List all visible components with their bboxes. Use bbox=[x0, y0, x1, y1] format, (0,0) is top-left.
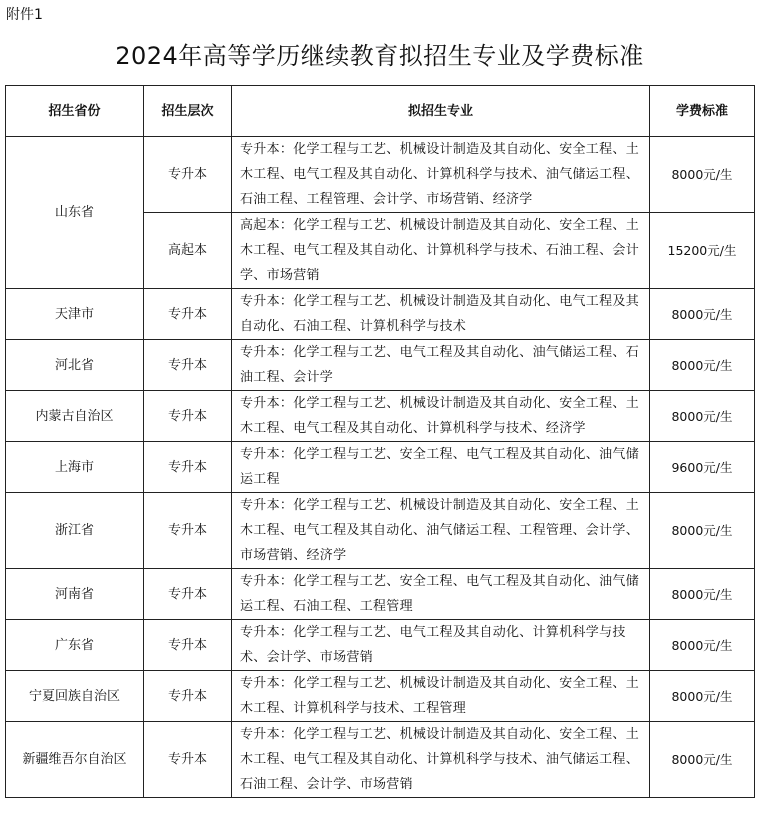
attachment-label: 附件1 bbox=[6, 7, 43, 23]
majors-cell: 专升本：化学工程与工艺、电气工程及其自动化、油气储运工程、石油工程、会计学 bbox=[232, 340, 650, 391]
province-cell: 天津市 bbox=[6, 289, 144, 340]
majors-cell: 专升本：化学工程与工艺、机械设计制造及其自动化、安全工程、土木工程、电气工程及其自动化、油气储运工程、工程管理、会计学、市场营销、经济学 bbox=[232, 493, 650, 569]
province-cell: 新疆维吾尔自治区 bbox=[6, 722, 144, 798]
table-row bbox=[6, 569, 755, 620]
table-row bbox=[6, 289, 755, 340]
table-row bbox=[6, 340, 755, 391]
level-cell: 专升本 bbox=[144, 391, 232, 442]
fee-table bbox=[5, 85, 755, 798]
province-cell: 河北省 bbox=[6, 340, 144, 391]
fee-cell: 15200元/生 bbox=[650, 213, 755, 289]
level-cell: 高起本 bbox=[144, 213, 232, 289]
fee-cell: 8000元/生 bbox=[650, 289, 755, 340]
province-cell: 上海市 bbox=[6, 442, 144, 493]
majors-cell: 专升本：化学工程与工艺、电气工程及其自动化、计算机科学与技术、会计学、市场营销 bbox=[232, 620, 650, 671]
level-cell: 专升本 bbox=[144, 722, 232, 798]
majors-cell: 专升本：化学工程与工艺、机械设计制造及其自动化、安全工程、土木工程、电气工程及其自动化、计算机科学与技术、油气储运工程、石油工程、工程管理、会计学、市场营销、经济学 bbox=[232, 137, 650, 213]
fee-cell: 8000元/生 bbox=[650, 722, 755, 798]
majors-cell: 专升本：化学工程与工艺、机械设计制造及其自动化、安全工程、土木工程、计算机科学与技术、工程管理 bbox=[232, 671, 650, 722]
fee-cell: 8000元/生 bbox=[650, 391, 755, 442]
header-row bbox=[6, 86, 755, 137]
province-cell: 山东省 bbox=[6, 137, 144, 289]
page-title: 2024年高等学历继续教育拟招生专业及学费标准 bbox=[115, 42, 644, 70]
majors-cell: 专升本：化学工程与工艺、安全工程、电气工程及其自动化、油气储运工程、石油工程、工程管理 bbox=[232, 569, 650, 620]
level-cell: 专升本 bbox=[144, 340, 232, 391]
table-row bbox=[6, 671, 755, 722]
table-row bbox=[6, 391, 755, 442]
table-row bbox=[6, 442, 755, 493]
header-majors: 拟招生专业 bbox=[232, 86, 650, 137]
province-cell: 宁夏回族自治区 bbox=[6, 671, 144, 722]
header-province: 招生省份 bbox=[6, 86, 144, 137]
majors-cell: 高起本：化学工程与工艺、机械设计制造及其自动化、安全工程、土木工程、电气工程及其自动化、计算机科学与技术、石油工程、会计学、市场营销 bbox=[232, 213, 650, 289]
province-cell: 内蒙古自治区 bbox=[6, 391, 144, 442]
level-cell: 专升本 bbox=[144, 569, 232, 620]
fee-cell: 8000元/生 bbox=[650, 671, 755, 722]
level-cell: 专升本 bbox=[144, 493, 232, 569]
header-fee: 学费标准 bbox=[650, 86, 755, 137]
province-cell: 河南省 bbox=[6, 569, 144, 620]
table-row bbox=[6, 137, 755, 213]
majors-cell: 专升本：化学工程与工艺、机械设计制造及其自动化、安全工程、土木工程、电气工程及其自动化、计算机科学与技术、油气储运工程、石油工程、会计学、市场营销 bbox=[232, 722, 650, 798]
fee-cell: 8000元/生 bbox=[650, 493, 755, 569]
table-row bbox=[6, 722, 755, 798]
fee-cell: 9600元/生 bbox=[650, 442, 755, 493]
fee-cell: 8000元/生 bbox=[650, 340, 755, 391]
level-cell: 专升本 bbox=[144, 620, 232, 671]
fee-cell: 8000元/生 bbox=[650, 137, 755, 213]
header-level: 招生层次 bbox=[144, 86, 232, 137]
fee-cell: 8000元/生 bbox=[650, 569, 755, 620]
fee-cell: 8000元/生 bbox=[650, 620, 755, 671]
majors-cell: 专升本：化学工程与工艺、安全工程、电气工程及其自动化、油气储运工程 bbox=[232, 442, 650, 493]
level-cell: 专升本 bbox=[144, 289, 232, 340]
province-cell: 广东省 bbox=[6, 620, 144, 671]
province-cell: 浙江省 bbox=[6, 493, 144, 569]
level-cell: 专升本 bbox=[144, 137, 232, 213]
level-cell: 专升本 bbox=[144, 442, 232, 493]
table-row bbox=[6, 493, 755, 569]
majors-cell: 专升本：化学工程与工艺、机械设计制造及其自动化、安全工程、土木工程、电气工程及其自动化、计算机科学与技术、经济学 bbox=[232, 391, 650, 442]
level-cell: 专升本 bbox=[144, 671, 232, 722]
majors-cell: 专升本：化学工程与工艺、机械设计制造及其自动化、电气工程及其自动化、石油工程、计算机科学与技术 bbox=[232, 289, 650, 340]
table-row bbox=[6, 620, 755, 671]
